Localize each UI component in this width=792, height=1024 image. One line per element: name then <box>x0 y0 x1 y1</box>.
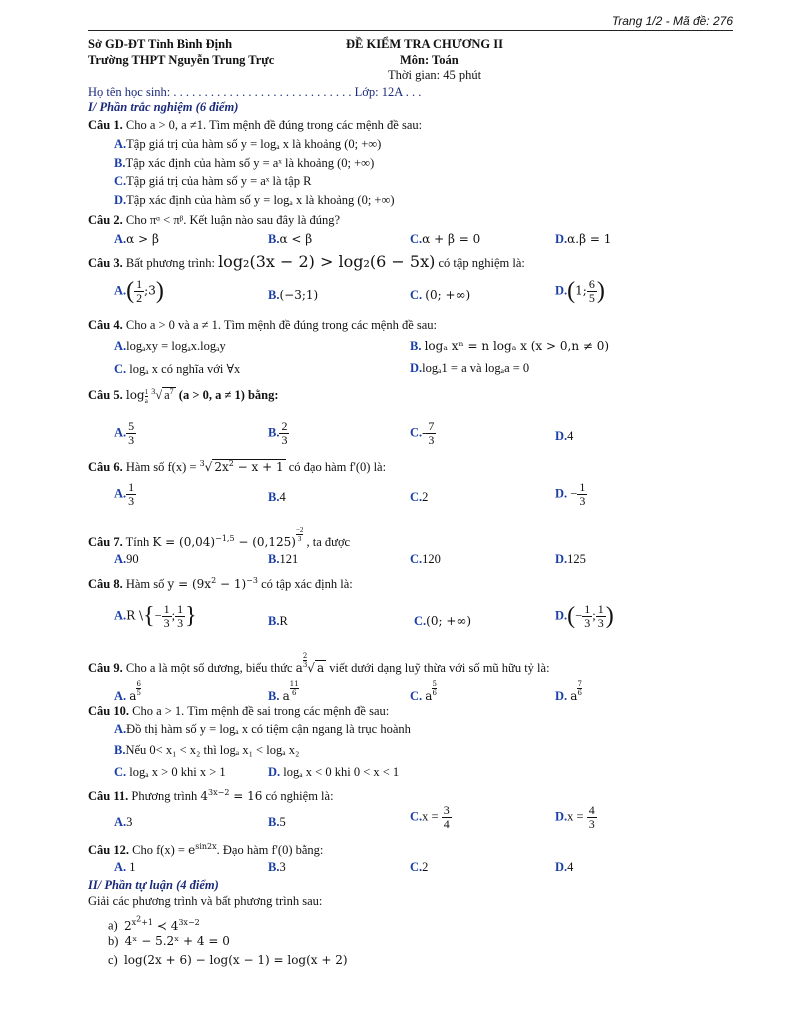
q3-option-a[interactable]: A.( $\frac{1}{2}$ ;3) <box>114 277 164 305</box>
question-11: Câu 11. Phương trình $4^{3x-2} = 16$ có nghiệm là: <box>88 788 334 803</box>
q4-option-b[interactable]: B. logₐ xⁿ = n logₐ x (x > 0,n ≠ 0) <box>410 339 610 353</box>
question-1 <box>88 118 422 133</box>
q1-option-b[interactable]: B.Tập xác định của hàm số y = aˣ là khoảng (0; +∞) <box>114 156 375 170</box>
question-12: Câu 12. Cho $f(x) = e^{sin2x}$. Đạo hàm f'(0) bằng: <box>88 842 324 857</box>
q7-option-d[interactable]: D.125 <box>555 552 586 566</box>
q6-option-d[interactable]: D. − $\frac{1}{3}$ <box>555 480 586 508</box>
q11-option-a[interactable]: A.3 <box>114 815 133 829</box>
page-header: Trang 1/2 - Mã đề: 276 <box>88 14 733 31</box>
q8-option-a[interactable]: A.R \{− $\frac{1}{3}$ ; $\frac{1}{3}$ } <box>114 602 197 630</box>
q4-option-c[interactable]: C. logₐ x có nghĩa với ∀x <box>114 362 241 376</box>
question-7: Câu 7. Tính $K = (0,04)^{-1,5} - (0,125)$ $\frac{-2}{3}$ , ta được <box>88 526 351 550</box>
q3-inequality: log₂(3x − 2) > log₂(6 − 5x) <box>218 252 436 271</box>
q12-option-b[interactable]: B.3 <box>268 860 286 874</box>
essay-a: a) $2^{x^2+1}$ ≺ $4^{3x-2}$ <box>108 914 200 933</box>
q12-option-d[interactable]: D.4 <box>555 860 574 874</box>
section-1-title: I/ Phần trắc nghiệm (6 điểm) <box>88 100 239 114</box>
q4-option-d[interactable]: D.logₐ1 = a và logₐa = 0 <box>410 361 530 375</box>
q1-option-c[interactable]: C.Tập giá trị của hàm số y = aˣ là tập R <box>114 174 312 188</box>
question-9: Câu 9. Cho a là một số dương, biểu thức a $\frac{2}{3}$ √ a viết dưới dạng luỹ thừa với số mũ hữu tỷ là: <box>88 652 550 675</box>
q2-option-b[interactable]: B.α < β <box>268 232 313 246</box>
question-5: Câu 5. log $\frac{1}{a}$ $^3$√ $a^7$ (a > 0, a ≠ 1) bằng: <box>88 387 279 405</box>
q7-option-c[interactable]: C.120 <box>410 552 441 566</box>
q7-option-b[interactable]: B.121 <box>268 552 299 566</box>
q8-option-b[interactable]: B.R <box>268 614 288 628</box>
q1-option-a[interactable]: A.Tập giá trị của hàm số y = logₐ x là khoảng (0; +∞) <box>114 137 382 151</box>
q3-option-b[interactable]: B.(−3;1) <box>268 288 319 302</box>
question-10: Câu 10. Cho a > 1. Tìm mệnh đề sai trong các mệnh đề sau: <box>88 704 390 718</box>
q5-option-a[interactable]: A. $\frac{5}{3}$ <box>114 419 135 447</box>
q6-option-a[interactable]: A. $\frac{1}{3}$ <box>114 480 135 508</box>
q9-option-a[interactable]: A. a $\frac{6}{5}$ <box>114 680 141 703</box>
q9-option-b[interactable]: B. a $\frac{11}{6}$ <box>268 680 299 703</box>
section-2-intro: Giải các phương trình và bất phương trình sau: <box>88 894 323 908</box>
question-4: Câu 4. Cho a > 0 và a ≠ 1. Tìm mệnh đề đúng trong các mệnh đề sau: <box>88 318 438 332</box>
q5-option-c[interactable]: C.- $\frac{7}{3}$ <box>410 419 435 447</box>
q12-option-a[interactable]: A. 1 <box>114 860 136 874</box>
q12-option-c[interactable]: C.2 <box>410 860 429 874</box>
q6-option-c[interactable]: C.2 <box>410 490 429 504</box>
q2-option-a[interactable]: A.α > β <box>114 232 159 246</box>
question-2: Câu 2. Cho πᵅ < πᵝ. Kết luận nào sau đây là đúng? <box>88 213 341 227</box>
subject: Môn: Toán <box>400 53 459 67</box>
q10-option-d[interactable]: D. logₐ x < 0 khi 0 < x < 1 <box>268 765 400 779</box>
essay-c: c) log(2x + 6) − log(x − 1) = log(x + 2) <box>108 953 348 967</box>
question-3: Câu 3. Bất phương trình: log₂(3x − 2) > log₂(6 − 5x) có tập nghiệm là: <box>88 252 525 271</box>
q9-option-d[interactable]: D. a $\frac{7}{6}$ <box>555 680 582 703</box>
q10-option-b[interactable]: B.Nếu 0< x₁ < x₂ thì logₐ x₁ < logₐ x₂ <box>114 743 300 757</box>
q1-option-d[interactable]: D.Tập xác định của hàm số y = logₐ x là khoảng (0; +∞) <box>114 193 395 207</box>
q2-option-d[interactable]: D.α.β = 1 <box>555 232 612 246</box>
time-limit: Thời gian: 45 phút <box>388 68 482 82</box>
q3-option-c[interactable]: C. (0; +∞) <box>410 288 471 302</box>
section-2-title: II/ Phần tự luận (4 điểm) <box>88 878 219 892</box>
q10-option-a[interactable]: A.Đồ thị hàm số y = logₐ x có tiệm cận ngang là trục hoành <box>114 722 411 736</box>
essay-b: b) 4ˣ − 5.2ˣ + 4 = 0 <box>108 934 230 948</box>
q2-option-c[interactable]: C.α + β = 0 <box>410 232 481 246</box>
exam-title: ĐỀ KIỂM TRA CHƯƠNG II <box>346 37 503 51</box>
question-6: Câu 6. Hàm số f(x) = $^3$√ $2x^2 - x + 1$ có đạo hàm f'(0) là: <box>88 459 387 474</box>
question-text: Cho a > 0, a ≠1. Tìm mệnh đề đúng trong các mệnh đề sau: <box>125 118 423 132</box>
q10-option-c[interactable]: C. logₐ x > 0 khi x > 1 <box>114 765 226 779</box>
question-8: Câu 8. Hàm số $y = (9x^2 - 1)^{-3}$ có tập xác định là: <box>88 576 353 591</box>
q4-option-a[interactable]: A.logₐxy = logₐx.logₐy <box>114 339 226 353</box>
student-info-line: Họ tên học sinh: . . . . . . . . . . . . . . . . . . . . . . . . . . . . . Lớp: 12A . . . <box>88 85 422 99</box>
department-name: Sở GD-ĐT Tỉnh Bình Định <box>88 37 233 51</box>
q5-option-d[interactable]: D.4 <box>555 429 574 443</box>
q11-option-c[interactable]: C.x = $\frac{3}{4}$ <box>410 803 450 831</box>
q3-option-d[interactable]: D.(1; $\frac{6}{5}$ ) <box>555 277 605 305</box>
q8-option-d[interactable]: D.(− $\frac{1}{3}$ ; $\frac{1}{3}$ ) <box>555 602 614 630</box>
q7-option-a[interactable]: A.90 <box>114 552 139 566</box>
q8-option-c[interactable]: C.(0; +∞) <box>414 614 472 628</box>
school-name: Trường THPT Nguyễn Trung Trực <box>88 53 275 67</box>
q6-option-b[interactable]: B.4 <box>268 490 286 504</box>
q11-option-d[interactable]: D.x = $\frac{4}{3}$ <box>555 803 595 831</box>
question-number: Câu 1. <box>88 118 123 132</box>
q11-option-b[interactable]: B.5 <box>268 815 286 829</box>
q5-option-b[interactable]: B. $\frac{2}{3}$ <box>268 419 288 447</box>
q9-option-c[interactable]: C. a $\frac{5}{6}$ <box>410 680 437 703</box>
